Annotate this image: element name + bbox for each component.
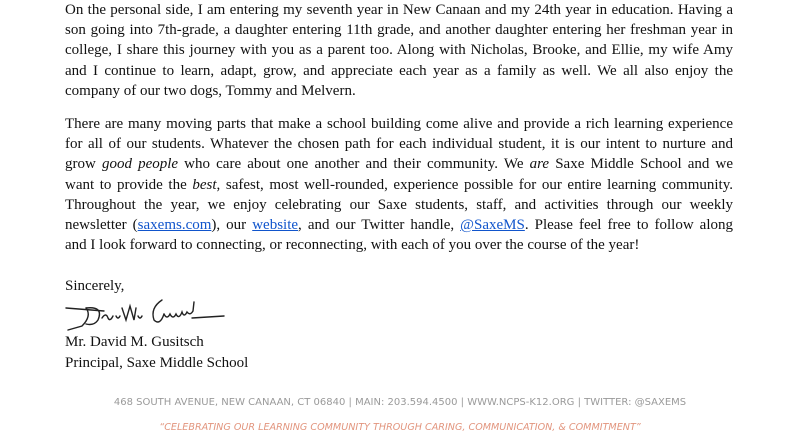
text-line <box>65 61 733 81</box>
text-segment: There are many moving parts that make a school building come alive and provide a rich learning experience <box>65 116 733 133</box>
closing: Sincerely, <box>65 278 125 295</box>
italic-text: good people <box>101 156 179 173</box>
text-segment: son going into 7th-grade, a daughter entering 11th grade, and another daughter entering her freshman year in <box>65 22 733 39</box>
text-line <box>65 40 733 60</box>
text-line <box>65 134 733 154</box>
text-line <box>65 235 733 255</box>
text-line <box>65 81 733 101</box>
signer-name: Mr. David M. Gusitsch <box>65 334 204 351</box>
text-segment: Throughout the year, we enjoy celebrating our Saxe students, staff, and activities through our weekly <box>65 196 733 213</box>
text-line <box>65 114 733 134</box>
text-segment: and I look forward to connecting, or reconnecting, with each of you over the course of the year! <box>65 237 640 254</box>
text-segment: want to provide the <box>65 176 193 193</box>
text-segment: On the personal side, I am entering my seventh year in New Canaan and my 24th year in education. Having a <box>65 2 733 18</box>
text-segment: college, I share this journey with you as a parent too. Along with Nicholas, Brooke, and Ellie, my wife Amy <box>65 42 733 59</box>
text-line <box>65 215 733 235</box>
text-segment: company of our two dogs, Tommy and Melvern. <box>65 82 356 99</box>
text-segment: . Please feel free to follow along <box>524 217 734 234</box>
text-segment: and I continue to learn, adapt, grow, and appreciate each year as a family as well. We all also enjoy the <box>65 62 733 79</box>
text-line <box>65 0 733 20</box>
text-segment: , and our Twitter handle, <box>298 217 461 234</box>
text-segment: grow <box>65 156 102 173</box>
italic-text: are <box>529 156 550 173</box>
link[interactable]: saxems.com <box>137 217 212 234</box>
text-segment: , safest, most well-rounded, experience possible for our entire learning community. <box>216 176 733 193</box>
text-segment: Saxe Middle School and we <box>549 156 734 173</box>
text-segment: for all of our students. Whatever the chosen path for each individual student, it is our intent to nurture and <box>65 136 733 153</box>
text-line <box>65 154 733 174</box>
signature-image <box>64 296 234 332</box>
text-segment: newsletter ( <box>65 217 138 234</box>
paragraph-personal <box>65 0 733 101</box>
link[interactable]: website <box>252 217 299 234</box>
signer-block <box>65 332 735 374</box>
italic-text: best <box>192 176 217 193</box>
link[interactable]: @SaxeMS <box>460 217 525 234</box>
text-segment: ), our <box>211 217 253 234</box>
text-line <box>65 195 733 215</box>
footer-address: 468 SOUTH AVENUE, NEW CANAAN, CT 06840 | MAIN: 203.594.4500 | WWW.NCPS-K12.ORG | TWITTER: @SAXEMS <box>113 397 687 409</box>
paragraph-school <box>65 114 733 255</box>
text-line <box>65 20 733 40</box>
text-line <box>65 175 733 195</box>
signer-title: Principal, Saxe Middle School <box>65 355 249 372</box>
footer-motto: “CELEBRATING OUR LEARNING COMMUNITY THROUGH CARING, COMMUNICATION, & COMMITMENT” <box>159 422 641 434</box>
text-segment: who care about one another and their community. We <box>178 156 530 173</box>
